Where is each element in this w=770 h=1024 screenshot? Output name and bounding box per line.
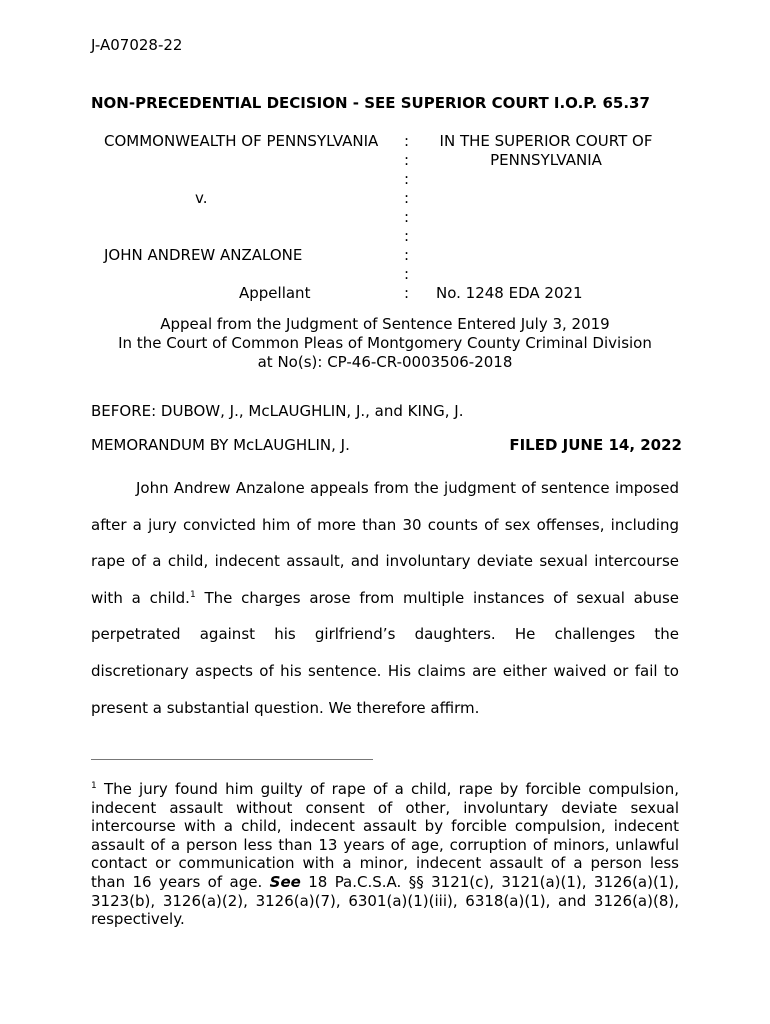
caption-colon: : <box>404 246 410 264</box>
memorandum-author: MEMORANDUM BY McLAUGHLIN, J. <box>91 436 350 454</box>
caption-colon: : <box>404 170 410 188</box>
footnote-marker: 1 <box>91 781 97 791</box>
defendant-name: JOHN ANDREW ANZALONE <box>104 246 303 264</box>
appeal-line-2: In the Court of Common Pleas of Montgomery County Criminal Division <box>118 334 652 352</box>
caption-colon: : <box>404 189 410 207</box>
appellant-label: Appellant <box>239 284 311 302</box>
caption-colon: : <box>404 284 410 302</box>
court-line-1: IN THE SUPERIOR COURT OF <box>439 132 653 150</box>
appeal-line-3: at No(s): CP-46-CR-0003506-2018 <box>257 353 513 371</box>
appeal-line-1: Appeal from the Judgment of Sentence Entered July 3, 2019 <box>160 315 610 333</box>
caption-colon: : <box>404 132 410 150</box>
versus-text: v. <box>195 189 208 207</box>
panel-judges: BEFORE: DUBOW, J., McLAUGHLIN, J., and KING, J. <box>91 402 464 420</box>
caption-colon: : <box>404 208 410 226</box>
decision-heading: NON-PRECEDENTIAL DECISION - SEE SUPERIOR COURT I.O.P. 65.37 <box>91 94 650 112</box>
filed-date: FILED JUNE 14, 2022 <box>509 436 682 454</box>
footnote-reference: 1 <box>189 589 196 600</box>
court-line-2: PENNSYLVANIA <box>490 151 602 169</box>
opinion-text-part-2: The charges arose from multiple instances of sexual abuse perpetrated against his girlfriend’s daughters. He challenges the discretionary aspects of his sentence. His claims are either waived or fail to present a substantial question. We therefore affirm. <box>91 588 679 717</box>
caption-colon: : <box>404 227 410 245</box>
opinion-text-part-1: John Andrew Anzalone appeals from the judgment of sentence imposed after a jury convicted him of more than 30 counts of sex offenses, including rape of a child, indecent assault, and involuntary deviate sexual intercourse with a child. <box>91 479 679 607</box>
opinion-paragraph <box>91 470 679 726</box>
court-name <box>410 132 682 170</box>
docket-number: J-A07028-22 <box>91 36 183 54</box>
caption-colon: : <box>404 265 410 283</box>
footnote-text-part-1: The jury found him guilty of rape of a child, rape by forcible compulsion, indecent assault without consent of other, involuntary deviate sexual intercourse with a child, indecent assault by forcible compulsion, indecent assault of a person less than 13 years of age, corruption of minors, unlawful contact or communication with a minor, indecent assault of a person less than 16 years of age. <box>91 780 679 891</box>
caption-colon: : <box>404 151 410 169</box>
footnote-divider <box>91 759 373 760</box>
case-number: No. 1248 EDA 2021 <box>436 284 583 302</box>
footnote <box>91 780 679 929</box>
footnote-see-signal: See <box>269 872 301 891</box>
footnote-text-part-2: 18 Pa.C.S.A. §§ 3121(c), 3121(a)(1), 3126(a)(1), 3123(b), 3126(a)(2), 3126(a)(7), 6301(a)(1)(iii), 6318(a)(1), and 3126(a)(8), respectively. <box>91 872 679 929</box>
plaintiff-name: COMMONWEALTH OF PENNSYLVANIA <box>104 132 379 150</box>
